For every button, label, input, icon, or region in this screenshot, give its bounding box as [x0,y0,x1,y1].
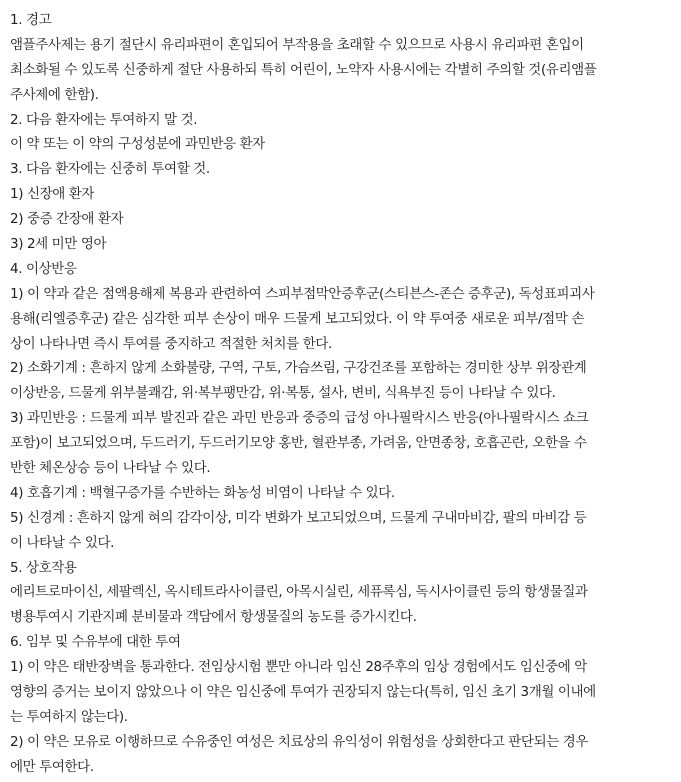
list-item: 2) 중증 간장애 환자 [10,211,124,228]
text-line: 4) 호흡기계 : 백혈구증가를 수반하는 화농성 비염이 나타날 수 있다. [10,484,395,501]
text-line: 이 약 또는 이 약의 구성성분에 과민반응 환자 [10,136,265,153]
text-line: 는 투여하지 않는다). [10,708,128,725]
text-line: 1) 이 약은 태반장벽을 통과한다. 전임상시험 뿐만 아니라 임신 28주후의 임상 경험에서도 임신중에 악 [10,659,587,676]
text-line: 에리트로마이신, 세팔렉신, 옥시테트라사이클린, 아목시실린, 세퓨록심, 독시사이클린 등의 항생물질과 [10,584,588,601]
text-line: 1) 이 약과 같은 점액용해제 복용과 관련하여 스피부점막안증후군(스티븐스-존슨 증후군), 독성표피괴사 [10,285,595,302]
text-line: 최소화될 수 있도록 신중하게 절단 사용하되 특히 어린이, 노약자 사용시에는 각별히 주의할 것(유리앰플 [10,61,597,78]
list-item: 1) 신장애 환자 [10,186,95,203]
text-line: 2) 소화기계 : 흔하지 않게 소화불량, 구역, 구토, 가슴쓰림, 구강건조를 포함하는 경미한 상부 위장관계 [10,360,587,377]
section-heading-interactions: 5. 상호작용 [10,559,77,576]
text-line: 반한 체온상승 등이 나타날 수 있다. [10,460,211,477]
list-item: 3) 2세 미만 영아 [10,236,107,253]
text-line: 용해(리엘증후군) 같은 심각한 피부 손상이 매우 드물게 보고되었다. 이 약 투여중 새로운 피부/점막 손 [10,310,584,327]
section-heading-caution: 3. 다음 환자에는 신중히 투여할 것. [10,161,210,178]
section-heading-contraindications: 2. 다음 환자에는 투여하지 말 것. [10,111,198,128]
text-line: 포함)이 보고되었으며, 두드러기, 두드러기모양 홍반, 혈관부종, 가려움, 안면종창, 호흡곤란, 오한을 수 [10,435,587,452]
text-line: 상이 나타나면 즉시 투여를 중지하고 적절한 처치를 한다. [10,335,332,352]
text-line: 2) 이 약은 모유로 이행하므로 수유중인 여성은 치료상의 유익성이 위험성을 상회한다고 판단되는 경우 [10,733,589,750]
text-line: 앰플주사제는 용기 절단시 유리파편이 혼입되어 부작용을 초래할 수 있으므로 사용시 유리파편 혼입이 [10,36,584,53]
text-line: 5) 신경계 : 흔하지 않게 혀의 감각이상, 미각 변화가 보고되었으며, 드물게 구내마비감, 팔의 마비감 등 [10,509,587,526]
section-heading-pregnancy: 6. 임부 및 수유부에 대한 투여 [10,634,181,651]
text-line: 영향의 증거는 보이지 않았으나 이 약은 임신중에 투여가 권장되지 않는다(특히, 임신 초기 3개월 이내에 [10,684,596,701]
text-line: 병용투여시 기관지폐 분비물과 객담에서 항생물질의 농도를 증가시킨다. [10,609,417,626]
section-heading-warning: 1. 경고 [10,12,52,28]
text-line: 주사제에 한함). [10,86,99,103]
text-line: 이상반응, 드물게 위부불쾌감, 위·복부팽만감, 위·복통, 설사, 변비, 식욕부진 등이 나타날 수 있다. [10,385,556,402]
text-line: 에만 투여한다. [10,758,94,775]
text-line: 이 나타날 수 있다. [10,534,115,551]
section-heading-adverse-reactions: 4. 이상반응 [10,260,77,277]
text-line: 3) 과민반응 : 드물게 피부 발진과 같은 과민 반응과 중증의 급성 아나필락시스 반응(아나필락시스 쇼크 [10,410,589,427]
